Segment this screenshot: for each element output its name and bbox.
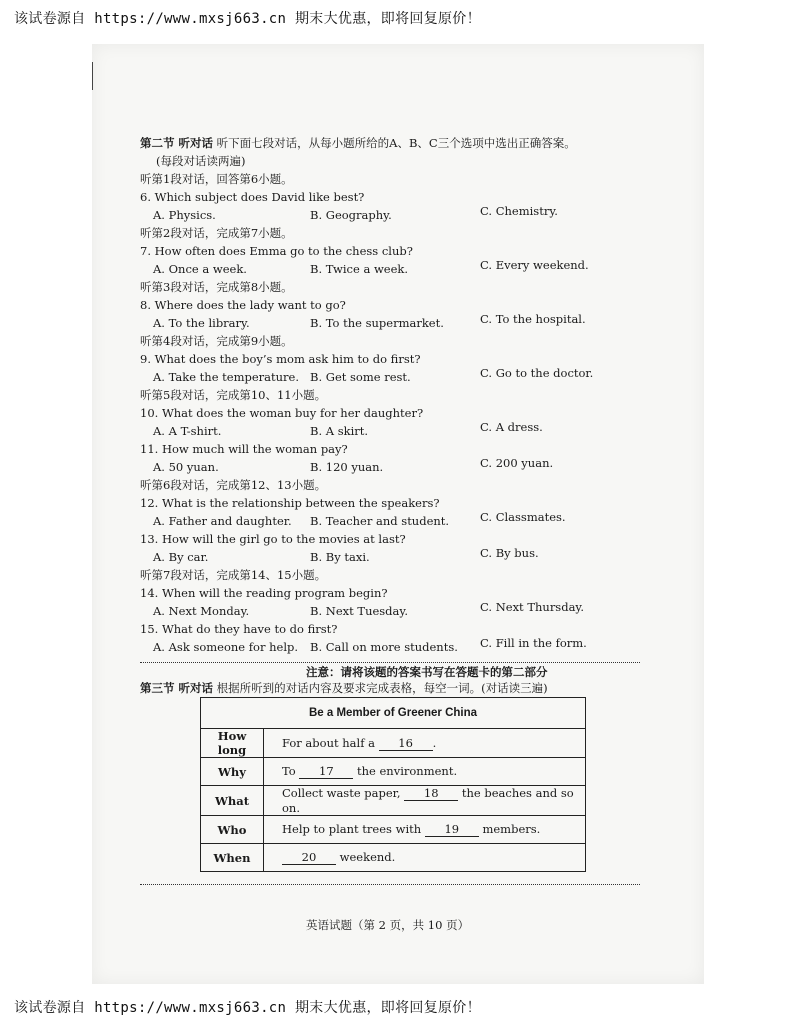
- option-c: C. A dress.: [480, 420, 543, 434]
- option-b: B. A skirt.: [310, 424, 369, 438]
- row-content: [264, 786, 586, 816]
- dialogue-intro: 听第4段对话，完成第9小题。: [140, 334, 293, 348]
- option-b: B. Teacher and student.: [310, 514, 450, 528]
- question-text: 12. What is the relationship between the speakers?: [140, 496, 440, 510]
- question-text: 7. How often does Emma go to the chess club?: [140, 244, 413, 258]
- row-text-after: weekend.: [336, 850, 396, 864]
- row-text-after: .: [432, 735, 437, 750]
- divider-top: [140, 662, 640, 663]
- question-text: 10. What does the woman buy for her daughter?: [140, 406, 424, 420]
- row-label: What: [201, 786, 264, 816]
- option-c: C. By bus.: [480, 546, 539, 560]
- option-a: A. To the library.: [153, 316, 250, 330]
- question-text: 11. How much will the woman pay?: [140, 442, 348, 456]
- question-text: 15. What do they have to do first?: [140, 622, 338, 636]
- row-text-before: Help to plant trees with: [282, 822, 425, 836]
- option-b: B. Geography.: [310, 208, 392, 222]
- answer-blank[interactable]: 20: [282, 850, 336, 865]
- row-content: [264, 816, 586, 844]
- table-row: [201, 816, 586, 844]
- row-content: [264, 844, 586, 872]
- promo-banner-bottom: 该试卷源自 https://www.mxsj663.cn 期末大优惠，即将回复原价！: [14, 1000, 481, 1016]
- row-text-after: members.: [478, 822, 541, 836]
- row-text-after: the environment.: [353, 764, 458, 778]
- dialogue-intro: 听第5段对话，完成第10、11小题。: [140, 388, 327, 402]
- option-a: A. Father and daughter.: [153, 514, 292, 528]
- question-text: 13. How will the girl go to the movies at last?: [140, 532, 406, 546]
- option-c: C. Fill in the form.: [480, 636, 587, 650]
- option-b: B. By taxi.: [310, 550, 370, 564]
- question-text: 8. Where does the lady want to go?: [140, 298, 346, 312]
- row-content: [264, 729, 586, 758]
- page-footer: 英语试题（第 2 页，共 10 页）: [306, 918, 470, 932]
- option-b: B. Call on more students.: [310, 640, 458, 654]
- option-a: A. Next Monday.: [153, 604, 250, 618]
- option-a: A. Take the temperature.: [153, 370, 300, 384]
- option-a: A. A T-shirt.: [153, 424, 222, 438]
- table-row: [201, 844, 586, 872]
- answer-blank[interactable]: 19: [425, 822, 479, 837]
- question-text: 6. Which subject does David like best?: [140, 190, 365, 204]
- section2-title: 第二节 听对话: [140, 136, 214, 150]
- option-a: A. 50 yuan.: [153, 460, 219, 474]
- section3-instruction: 根据所听到的对话内容及要求完成表格，每空一词。(对话读三遍): [216, 681, 548, 695]
- option-a: A. Ask someone for help.: [153, 640, 299, 654]
- section2-header: [140, 136, 576, 150]
- promo-banner-top: 该试卷源自 https://www.mxsj663.cn 期末大优惠，即将回复原价！: [14, 11, 481, 27]
- option-b: B. To the supermarket.: [310, 316, 444, 330]
- row-text-before: To: [282, 764, 300, 778]
- row-text-before: Collect waste paper,: [282, 786, 405, 800]
- table-row: [201, 786, 586, 816]
- dialogue-intro: 听第1段对话，回答第6小题。: [140, 172, 293, 186]
- option-a: A. Once a week.: [153, 262, 247, 276]
- row-text-before: For about half a: [282, 735, 379, 750]
- notice: 注意：请将该题的答案书写在答题卡的第二部分: [306, 665, 548, 679]
- question-text: 9. What does the boy’s mom ask him to do first?: [140, 352, 421, 366]
- answer-blank[interactable]: 18: [404, 786, 458, 801]
- row-content: [264, 758, 586, 786]
- section3-title: 第三节 听对话: [140, 681, 214, 695]
- section2-instruction: 听下面七段对话，从每小题所给的A、B、C三个选项中选出正确答案。: [216, 136, 576, 150]
- section3-header: [140, 681, 548, 695]
- option-b: B. 120 yuan.: [310, 460, 384, 474]
- option-c: C. To the hospital.: [480, 312, 586, 326]
- row-label: When: [201, 844, 264, 872]
- table-title: Be a Member of Greener China: [201, 698, 586, 729]
- answer-blank[interactable]: 17: [299, 764, 353, 779]
- row-label: Who: [201, 816, 264, 844]
- table-row: [201, 758, 586, 786]
- option-c: C. Every weekend.: [480, 258, 589, 272]
- row-label: How long: [201, 729, 264, 758]
- dialogue-intro: 听第2段对话，完成第7小题。: [140, 226, 293, 240]
- option-c: C. Classmates.: [480, 510, 566, 524]
- answer-blank[interactable]: 16: [379, 736, 433, 751]
- scan-mark: [92, 62, 93, 90]
- greener-china-table: [200, 697, 586, 872]
- option-a: A. Physics.: [153, 208, 216, 222]
- option-c: C. 200 yuan.: [480, 456, 554, 470]
- dialogue-intro: 听第7段对话，完成第14、15小题。: [140, 568, 327, 582]
- dialogue-intro: 听第6段对话，完成第12、13小题。: [140, 478, 327, 492]
- section2-note: (每段对话读两遍): [156, 154, 246, 168]
- table-row: [201, 729, 586, 758]
- option-b: B. Twice a week.: [310, 262, 409, 276]
- option-c: C. Chemistry.: [480, 204, 558, 218]
- option-b: B. Get some rest.: [310, 370, 411, 384]
- option-c: C. Next Thursday.: [480, 600, 585, 614]
- question-text: 14. When will the reading program begin?: [140, 586, 388, 600]
- option-a: A. By car.: [153, 550, 209, 564]
- option-c: C. Go to the doctor.: [480, 366, 594, 380]
- divider-bottom: [140, 884, 640, 885]
- row-text-after: the beaches and so on.: [282, 786, 574, 815]
- dialogue-intro: 听第3段对话，完成第8小题。: [140, 280, 293, 294]
- option-b: B. Next Tuesday.: [310, 604, 409, 618]
- row-label: Why: [201, 758, 264, 786]
